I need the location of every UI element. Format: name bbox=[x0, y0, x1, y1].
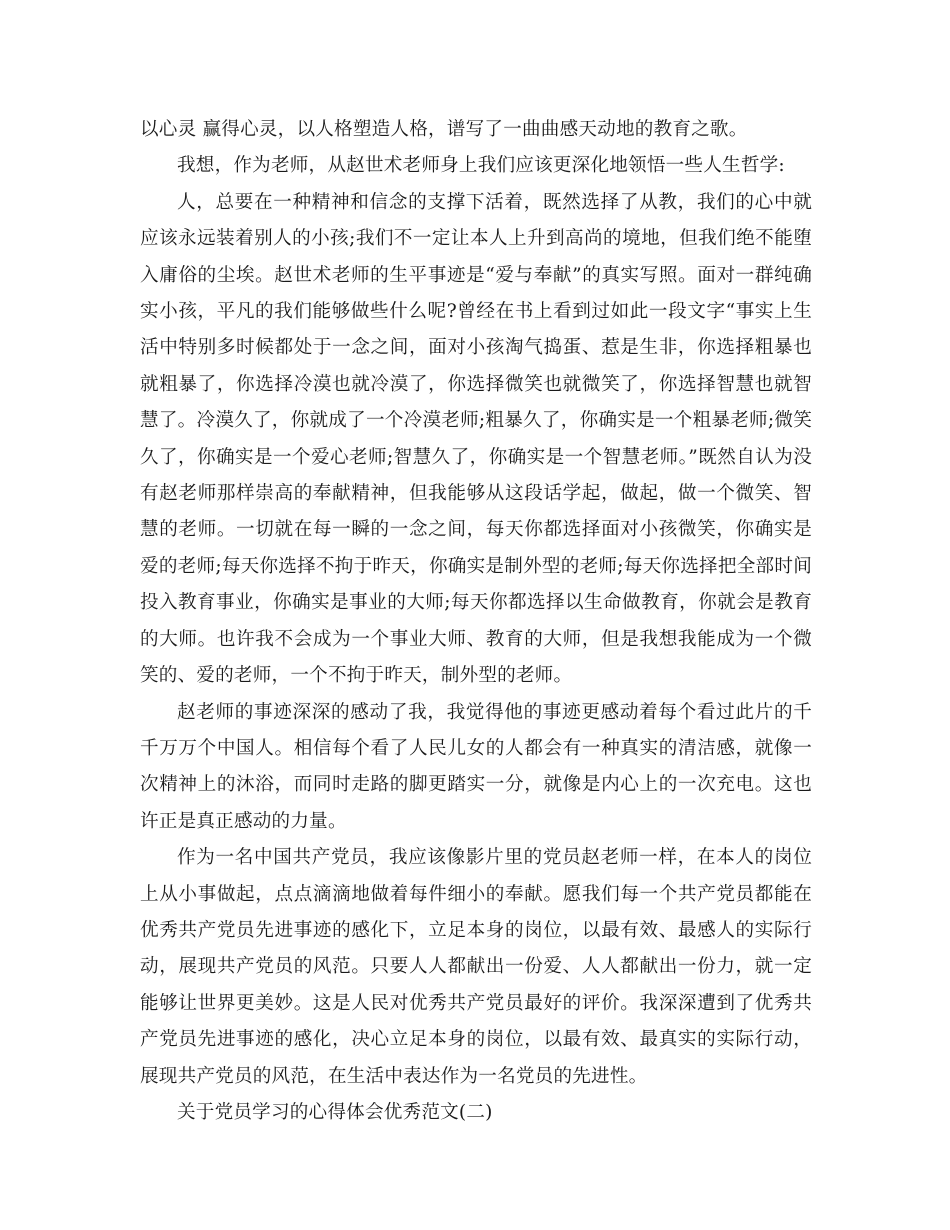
paragraph-4: 赵老师的事迹深深的感动了我，我觉得他的事迹更感动着每个看过此片的千千万万个中国人。相信每个看了人民儿女的人都会有一种真实的清洁感，就像一次精神上的沐浴，而同时走路的脚更踏实一分，就像是内心上的一次充电。这也许正是真正感动的力量。 bbox=[140, 701, 812, 832]
paragraph-3: 人，总要在一种精神和信念的支撑下活着，既然选择了从教，我们的心中就应该永远装着别人的小孩;我们不一定让本人上升到高尚的境地，但我们绝不能堕入庸俗的尘埃。赵世术老师的生平事迹是“爱与奉献”的真实写照。面对一群纯确实小孩，平凡的我们能够做些什么呢?曾经在书上看到过如此一段文字“事实上生活中特别多时候都处于一念之间，面对小孩淘气捣蛋、惹是生非，你选择粗暴也就粗暴了，你选择冷漠也就冷漠了，你选择微笑也就微笑了，你选择智慧也就智慧了。冷漠久了，你就成了一个冷漠老师;粗暴久了，你确实是一个粗暴老师;微笑久了，你确实是一个爱心老师;智慧久了，你确实是一个智慧老师。”既然自认为没有赵老师那样崇高的奉献精神，但我能够从这段话学起，做起，做一个微笑、智慧的老师。一切就在每一瞬的一念之间，每天你都选择面对小孩微笑，你确实是爱的老师;每天你选择不拘于昨天，你确实是制外型的老师;每天你选择把全部时间投入教育事业，你确实是事业的大师;每天你都选择以生命做教育，你就会是教育的大师。也许我不会成为一个事业大师、教育的大师，但是我想我能成为一个微笑的、爱的老师，一个不拘于昨天，制外型的老师。 bbox=[140, 191, 812, 687]
paragraph-2: 我想，作为老师，从赵世术老师身上我们应该更深化地领悟一些人生哲学: bbox=[177, 155, 785, 177]
paragraph-5: 作为一名中国共产党员，我应该像影片里的党员赵老师一样，在本人的岗位上从小事做起，点点滴滴地做着每件细小的奉献。愿我们每一个共产党员都能在优秀共产党员先进事迹的感化下，立足本身的岗位，以最有效、最感人的实际行动，展现共产党员的风范。只要人人都献出一份爱、人人都献出一份力，就一定能够让世界更美妙。这是人民对优秀共产党员最好的评价。我深深遭到了优秀共产党员先进事迹的感化，决心立足本身的岗位，以最有效、最真实的实际行动，展现共产党员的风范，在生活中表达作为一名党员的先进性。 bbox=[140, 847, 812, 1087]
section-heading: 关于党员学习的心得体会优秀范文(二) bbox=[177, 1101, 493, 1123]
document-body bbox=[140, 112, 812, 1131]
paragraph-1: 以心灵 赢得心灵，以人格塑造人格，谱写了一曲曲感天动地的教育之歌。 bbox=[140, 119, 748, 140]
